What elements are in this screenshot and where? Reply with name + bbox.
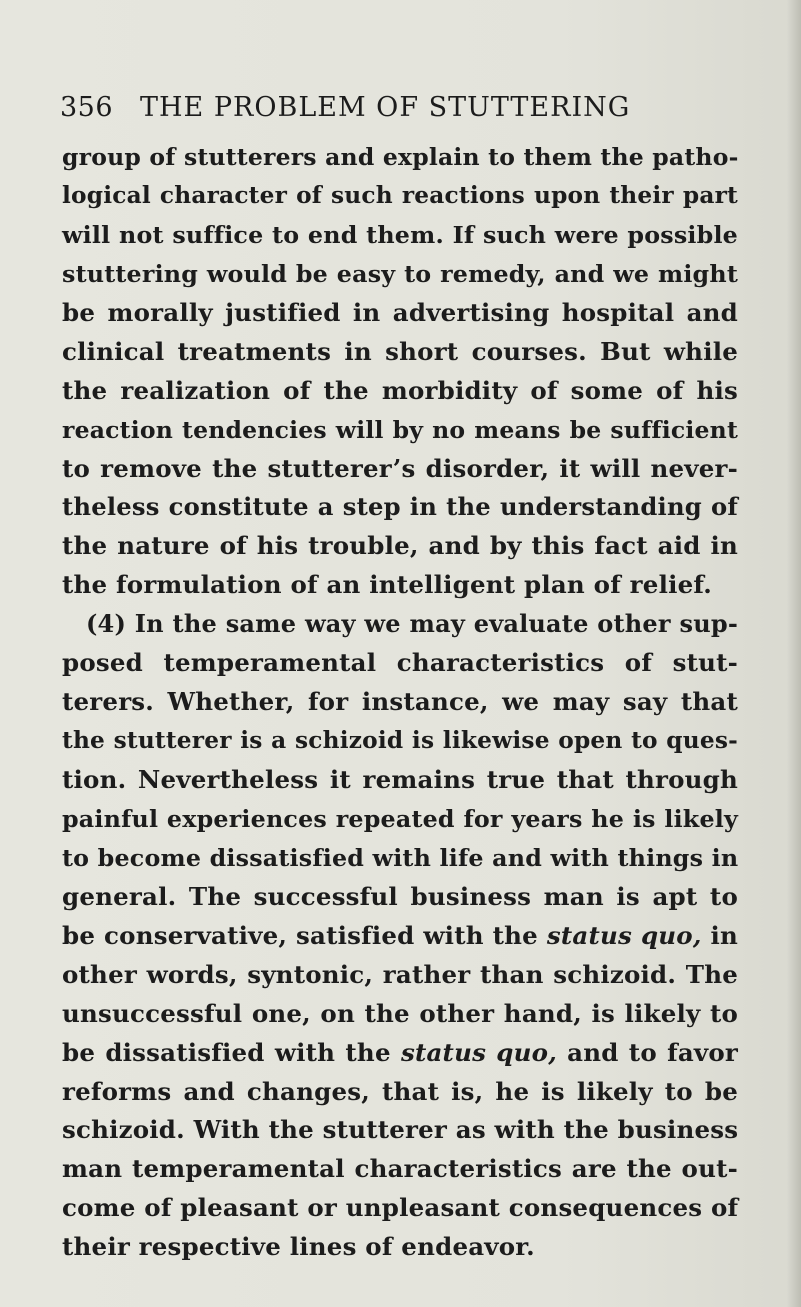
- body-text: [62, 138, 738, 1267]
- text-line: to remove the stutterer’s disorder, it will never-: [62, 453, 738, 483]
- text-line: the stutterer is a schizoid is likewise open to ques-: [62, 727, 738, 755]
- text-line: [62, 917, 738, 956]
- text-line: (4) In the same way we may evaluate other sup-: [86, 609, 738, 639]
- running-head: [60, 92, 760, 132]
- text-line: posed temperamental characteristics of stut-: [62, 648, 738, 678]
- text-fragment: in: [701, 920, 739, 950]
- text-line: reforms and changes, that is, he is likely to be: [62, 1076, 738, 1106]
- text-line: painful experiences repeated for years he is likely: [62, 804, 738, 833]
- page-edge-shadow: [787, 0, 801, 1307]
- text-line: reaction tendencies will by no means be sufficient: [62, 415, 738, 444]
- text-line: come of pleasant or unpleasant consequences of: [62, 1193, 739, 1223]
- text-line: theless constitute a step in the understanding of: [62, 492, 738, 522]
- text-line: be morally justified in advertising hospital and: [62, 297, 738, 327]
- text-line: to become dissatisfied with life and with things in: [62, 843, 739, 872]
- text-fragment: be conservative, satisfied with the: [62, 920, 547, 950]
- text-line: their respective lines of endeavor.: [62, 1232, 535, 1262]
- text-line: the nature of his trouble, and by this fact aid in: [62, 531, 738, 561]
- italic-phrase: status quo,: [546, 920, 702, 950]
- text-line: unsuccessful one, on the other hand, is likely to: [62, 998, 738, 1028]
- text-line: schizoid. With the stutterer as with the business: [62, 1115, 739, 1145]
- text-line: logical character of such reactions upon their part: [62, 181, 738, 209]
- text-line: will not suffice to end them. If such were possible: [62, 220, 738, 249]
- text-line: general. The successful business man is apt to: [62, 881, 738, 911]
- running-title: THE PROBLEM OF STUTTERING: [140, 92, 631, 123]
- text-line: the formulation of an intelligent plan of relief.: [62, 570, 712, 600]
- text-line: the realization of the morbidity of some of his: [62, 375, 738, 405]
- text-line: other words, syntonic, rather than schizoid. The: [62, 959, 738, 989]
- text-line: [62, 1034, 738, 1073]
- text-line: tion. Nevertheless it remains true that through: [62, 765, 738, 794]
- text-line: group of stutterers and explain to them the patho-: [62, 143, 739, 171]
- text-line: stuttering would be easy to remedy, and we might: [62, 259, 738, 288]
- text-fragment: be dissatisfied with the: [62, 1037, 401, 1067]
- text-line: clinical treatments in short courses. But while: [62, 336, 738, 366]
- text-fragment: and to favor: [556, 1037, 738, 1067]
- page-number: 356: [60, 92, 114, 123]
- text-line: man temperamental characteristics are the out-: [62, 1154, 738, 1184]
- text-line: terers. Whether, for instance, we may say that: [62, 687, 738, 717]
- italic-phrase: status quo,: [400, 1037, 557, 1067]
